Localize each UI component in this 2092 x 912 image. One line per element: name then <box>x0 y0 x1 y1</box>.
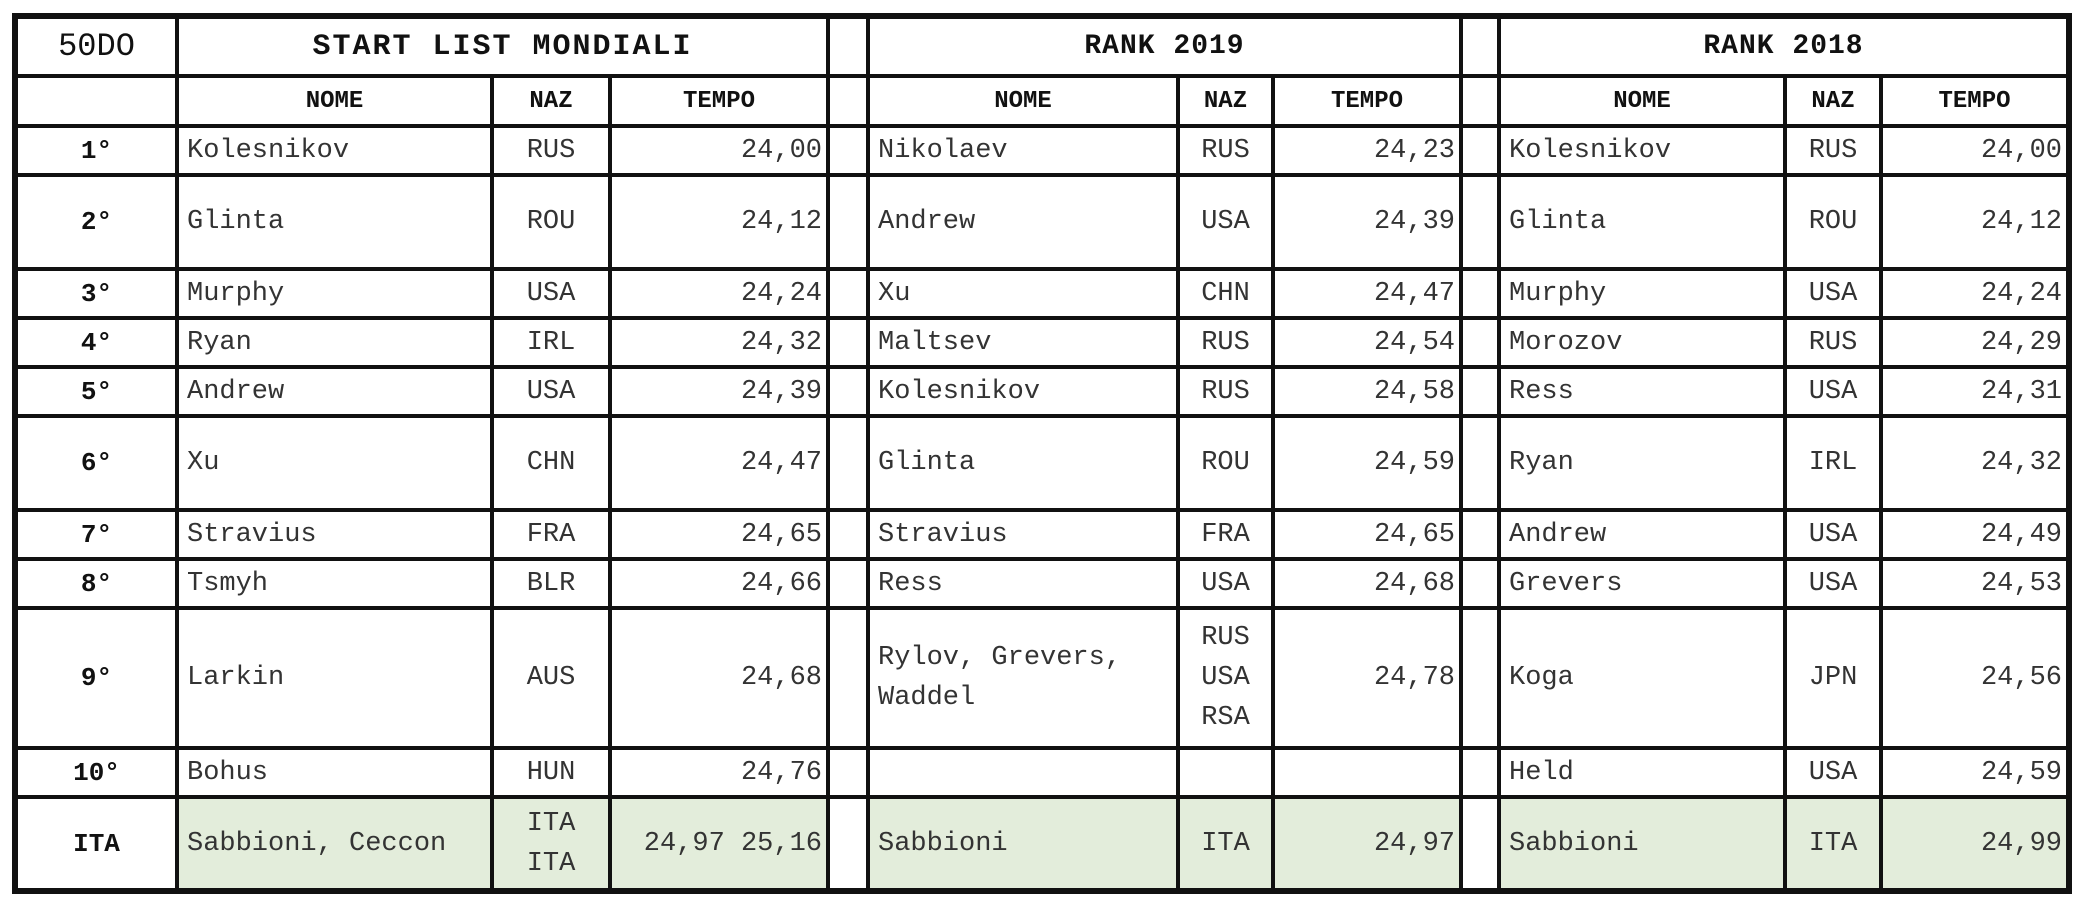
athlete-name: Stravius <box>177 510 492 559</box>
athlete-name: Andrew <box>868 175 1178 269</box>
table-row <box>15 175 2069 269</box>
nation-code: IRL <box>1785 416 1881 510</box>
column-gap <box>828 748 868 797</box>
athlete-name: Andrew <box>1499 510 1785 559</box>
position-label: 2° <box>15 175 177 269</box>
athlete-name: Larkin <box>177 608 492 748</box>
table-row <box>15 510 2069 559</box>
column-gap <box>828 175 868 269</box>
race-time: 24,53 <box>1881 559 2069 608</box>
nation-code: BLR <box>492 559 610 608</box>
athlete-name: Ress <box>1499 367 1785 416</box>
nation-code: JPN <box>1785 608 1881 748</box>
nation-code <box>1178 748 1273 797</box>
athlete-name: Ryan <box>1499 416 1785 510</box>
column-gap <box>1461 16 1499 76</box>
column-gap <box>828 126 868 175</box>
nation-code: USA <box>1785 510 1881 559</box>
race-time: 24,00 <box>1881 126 2069 175</box>
header-row <box>15 76 2069 126</box>
column-gap <box>828 16 868 76</box>
column-gap <box>1461 126 1499 175</box>
column-gap <box>1461 748 1499 797</box>
table-row <box>15 126 2069 175</box>
race-time: 24,24 <box>610 269 828 318</box>
nation-code: USA <box>1785 559 1881 608</box>
column-gap <box>1461 416 1499 510</box>
athlete-name: Glinta <box>1499 175 1785 269</box>
table-row <box>15 367 2069 416</box>
race-time: 24,56 <box>1881 608 2069 748</box>
athlete-name: Murphy <box>177 269 492 318</box>
nation-code: RUS <box>1785 126 1881 175</box>
table-row <box>15 748 2069 797</box>
column-header-naz: NAZ <box>1785 76 1881 126</box>
column-header-naz: NAZ <box>1178 76 1273 126</box>
nation-code: USA <box>1785 269 1881 318</box>
nation-code: USA <box>1785 367 1881 416</box>
column-gap <box>828 608 868 748</box>
race-time: 24,59 <box>1881 748 2069 797</box>
column-gap <box>1461 318 1499 367</box>
athlete-name: Stravius <box>868 510 1178 559</box>
race-time: 24,76 <box>610 748 828 797</box>
section-title-start-list: START LIST MONDIALI <box>177 16 828 76</box>
race-time: 24,32 <box>1881 416 2069 510</box>
athlete-name: Sabbioni, Ceccon <box>177 797 492 891</box>
title-row <box>15 16 2069 76</box>
table-row <box>15 318 2069 367</box>
athlete-name: Kolesnikov <box>868 367 1178 416</box>
athlete-name <box>868 748 1178 797</box>
column-gap <box>1461 608 1499 748</box>
nation-code: USA <box>1785 748 1881 797</box>
race-time: 24,32 <box>610 318 828 367</box>
column-header-name: NOME <box>177 76 492 126</box>
athlete-name: Nikolaev <box>868 126 1178 175</box>
italy-row <box>15 797 2069 891</box>
nation-code: HUN <box>492 748 610 797</box>
nation-code: ROU <box>492 175 610 269</box>
race-time: 24,58 <box>1273 367 1461 416</box>
position-label: 6° <box>15 416 177 510</box>
athlete-name: Xu <box>177 416 492 510</box>
athlete-name: Glinta <box>177 175 492 269</box>
race-time: 24,31 <box>1881 367 2069 416</box>
race-time: 24,12 <box>610 175 828 269</box>
column-gap <box>1461 510 1499 559</box>
race-time: 24,29 <box>1881 318 2069 367</box>
nation-code: USA <box>1178 559 1273 608</box>
column-header-time: TEMPO <box>1881 76 2069 126</box>
race-time: 24,65 <box>610 510 828 559</box>
nation-code: RUS <box>492 126 610 175</box>
position-label: 5° <box>15 367 177 416</box>
event-category: 50DO <box>15 16 177 76</box>
nation-code: RUS <box>1178 367 1273 416</box>
column-gap <box>1461 175 1499 269</box>
race-time: 24,12 <box>1881 175 2069 269</box>
race-time: 24,23 <box>1273 126 1461 175</box>
position-label: 8° <box>15 559 177 608</box>
column-gap <box>1461 797 1499 891</box>
header-blank-cell <box>15 76 177 126</box>
race-time <box>1273 748 1461 797</box>
position-label: 1° <box>15 126 177 175</box>
position-label: 7° <box>15 510 177 559</box>
athlete-name: Sabbioni <box>1499 797 1785 891</box>
race-time: 24,66 <box>610 559 828 608</box>
column-gap <box>1461 76 1499 126</box>
nation-code: ITA ITA <box>492 797 610 891</box>
nation-code: ROU <box>1785 175 1881 269</box>
column-header-time: TEMPO <box>610 76 828 126</box>
nation-code: ROU <box>1178 416 1273 510</box>
section-title-rank-2018: RANK 2018 <box>1499 16 2069 76</box>
nation-code: RUS <box>1178 318 1273 367</box>
position-label: 10° <box>15 748 177 797</box>
athlete-name: Ryan <box>177 318 492 367</box>
race-time: 24,78 <box>1273 608 1461 748</box>
athlete-name: Koga <box>1499 608 1785 748</box>
position-label: 3° <box>15 269 177 318</box>
race-time: 24,54 <box>1273 318 1461 367</box>
column-gap <box>828 269 868 318</box>
athlete-name: Rylov, Grevers, Waddel <box>868 608 1178 748</box>
athlete-name: Glinta <box>868 416 1178 510</box>
results-table <box>12 13 2072 894</box>
column-gap <box>828 797 868 891</box>
athlete-name: Maltsev <box>868 318 1178 367</box>
athlete-name: Ress <box>868 559 1178 608</box>
athlete-name: Kolesnikov <box>1499 126 1785 175</box>
race-time: 24,39 <box>1273 175 1461 269</box>
nation-code: FRA <box>1178 510 1273 559</box>
column-gap <box>1461 269 1499 318</box>
column-gap <box>828 416 868 510</box>
nation-code: RUS USA RSA <box>1178 608 1273 748</box>
position-label: 4° <box>15 318 177 367</box>
column-gap <box>828 318 868 367</box>
race-time: 24,99 <box>1881 797 2069 891</box>
table-row <box>15 269 2069 318</box>
position-label-ita: ITA <box>15 797 177 891</box>
table-row <box>15 608 2069 748</box>
column-gap <box>828 367 868 416</box>
athlete-name: Tsmyh <box>177 559 492 608</box>
race-time: 24,47 <box>610 416 828 510</box>
race-time: 24,39 <box>610 367 828 416</box>
column-gap <box>828 510 868 559</box>
race-time: 24,65 <box>1273 510 1461 559</box>
nation-code: AUS <box>492 608 610 748</box>
column-gap <box>828 76 868 126</box>
race-time: 24,47 <box>1273 269 1461 318</box>
table-row <box>15 559 2069 608</box>
athlete-name: Grevers <box>1499 559 1785 608</box>
nation-code: FRA <box>492 510 610 559</box>
column-header-name: NOME <box>1499 76 1785 126</box>
column-header-naz: NAZ <box>492 76 610 126</box>
nation-code: ITA <box>1785 797 1881 891</box>
athlete-name: Held <box>1499 748 1785 797</box>
column-header-name: NOME <box>868 76 1178 126</box>
race-time: 24,68 <box>610 608 828 748</box>
race-time: 24,68 <box>1273 559 1461 608</box>
nation-code: USA <box>1178 175 1273 269</box>
results-sheet <box>12 13 2072 894</box>
nation-code: ITA <box>1178 797 1273 891</box>
athlete-name: Bohus <box>177 748 492 797</box>
athlete-name: Xu <box>868 269 1178 318</box>
athlete-name: Kolesnikov <box>177 126 492 175</box>
athlete-name: Sabbioni <box>868 797 1178 891</box>
race-time: 24,49 <box>1881 510 2069 559</box>
column-header-time: TEMPO <box>1273 76 1461 126</box>
race-time: 24,97 <box>1273 797 1461 891</box>
nation-code: USA <box>492 367 610 416</box>
column-gap <box>1461 559 1499 608</box>
race-time: 24,97 25,16 <box>610 797 828 891</box>
athlete-name: Morozov <box>1499 318 1785 367</box>
nation-code: RUS <box>1178 126 1273 175</box>
column-gap <box>828 559 868 608</box>
athlete-name: Murphy <box>1499 269 1785 318</box>
section-title-rank-2019: RANK 2019 <box>868 16 1461 76</box>
nation-code: CHN <box>492 416 610 510</box>
nation-code: CHN <box>1178 269 1273 318</box>
race-time: 24,24 <box>1881 269 2069 318</box>
position-label: 9° <box>15 608 177 748</box>
nation-code: USA <box>492 269 610 318</box>
table-row <box>15 416 2069 510</box>
column-gap <box>1461 367 1499 416</box>
race-time: 24,00 <box>610 126 828 175</box>
nation-code: IRL <box>492 318 610 367</box>
race-time: 24,59 <box>1273 416 1461 510</box>
nation-code: RUS <box>1785 318 1881 367</box>
athlete-name: Andrew <box>177 367 492 416</box>
